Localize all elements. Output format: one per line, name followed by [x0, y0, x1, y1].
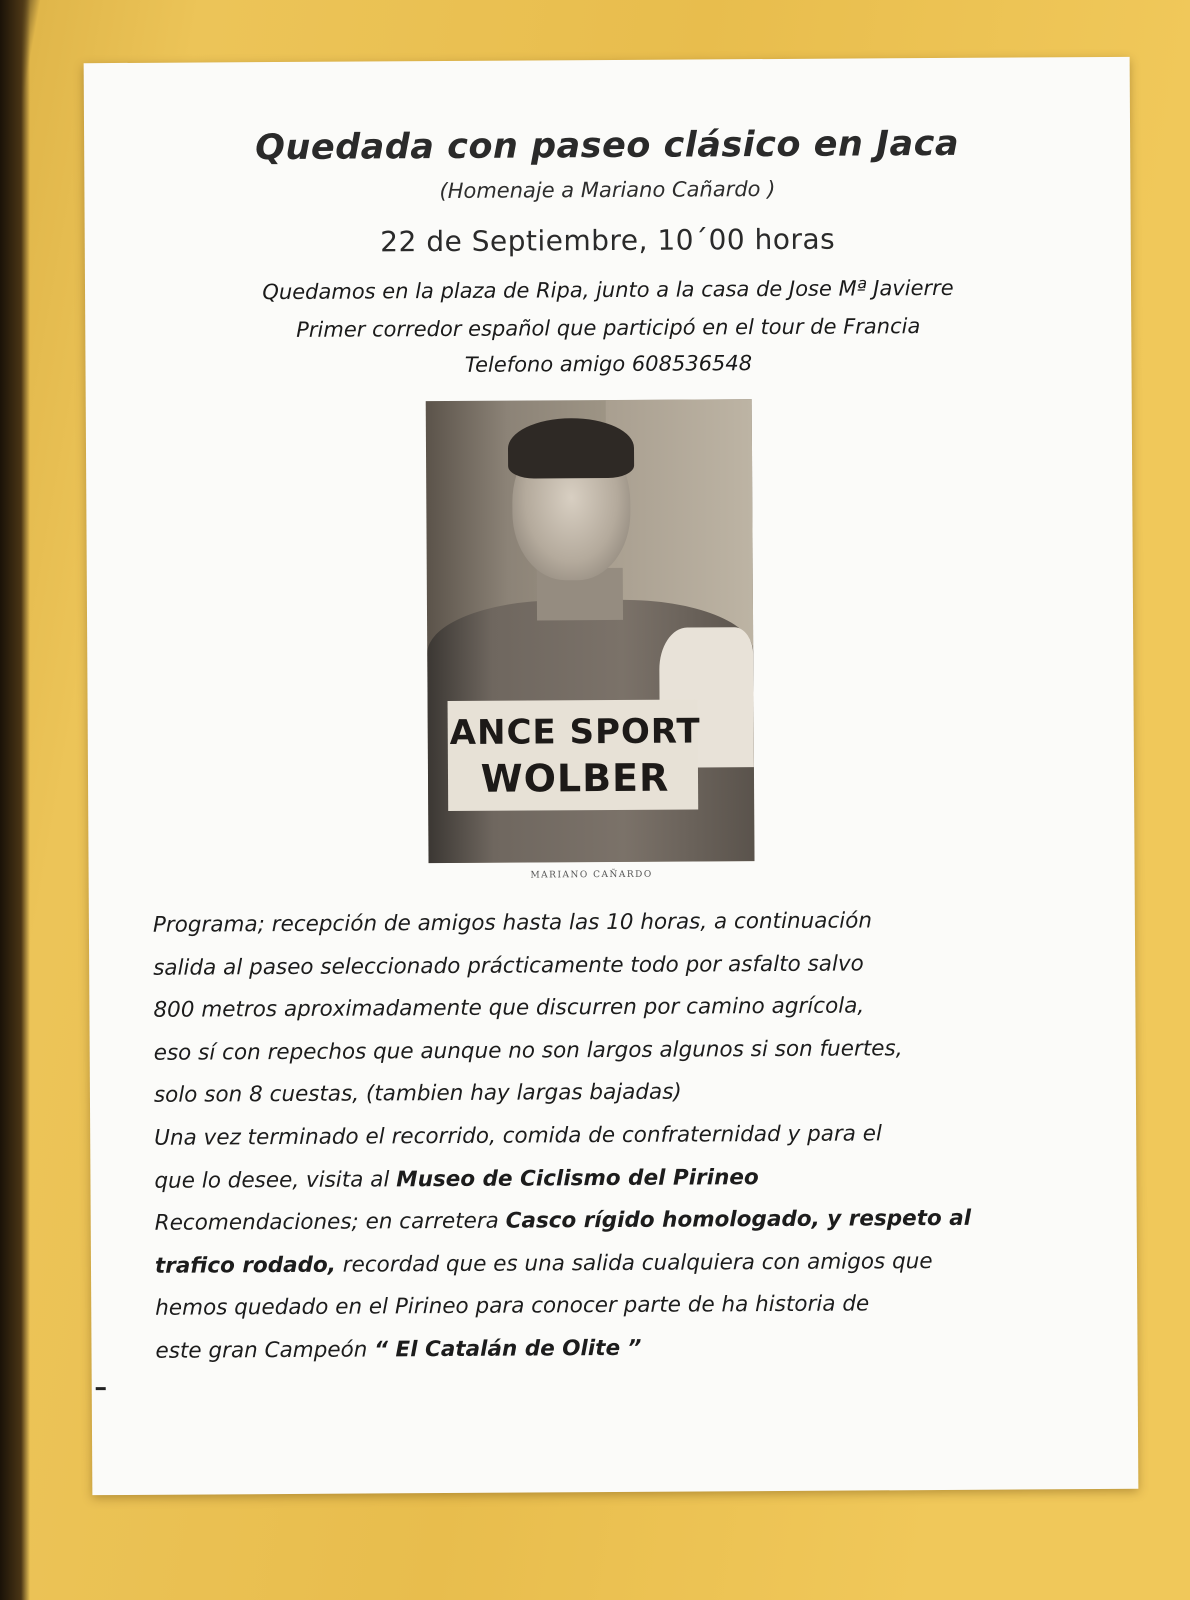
program-line: Programa; recepción de amigos hasta las 10 horas, a continuación: [152, 908, 873, 938]
contact-phone-line: Telefono amigo 608536548: [464, 351, 753, 377]
poster-title: Quedada con paseo clásico en Jaca: [255, 123, 960, 169]
jersey-text-bottom: WOLBER: [480, 755, 670, 801]
program-text-segment: recordad que es una salida cualquiera con amigos que: [335, 1248, 933, 1278]
program-text: [153, 899, 1136, 1374]
poster-sheet: [84, 57, 1139, 1495]
helmet-recommendation: Casco rígido homologado, y respeto al: [505, 1205, 972, 1234]
program-text-segment: este gran Campeón: [155, 1337, 375, 1364]
program-line: salida al paseo seleccionado prácticamente todo por asfalto salvo: [153, 951, 864, 981]
program-line: 800 metros aproximadamente que discurren por camino agrícola,: [153, 993, 865, 1023]
wall-background: [0, 0, 30, 1600]
program-line: eso sí con repechos que aunque no son largos algunos si son fuertes,: [153, 1036, 903, 1066]
traffic-recommendation: trafico rodado,: [154, 1252, 336, 1279]
photo-caption: MARIANO CAÑARDO: [530, 869, 653, 881]
program-line: Una vez terminado el recorrido, comida de confraternidad y para el: [154, 1121, 883, 1151]
event-date-time: 22 de Septiembre, 10´00 horas: [380, 222, 836, 259]
program-line: solo son 8 cuestas, (tambien hay largas bajadas): [153, 1079, 682, 1109]
hair: [508, 418, 634, 479]
rider-description-line: Primer corredor español que participó en el tour de Francia: [296, 314, 921, 342]
champion-nickname: “ El Catalán de Olite ”: [374, 1335, 642, 1363]
program-line: [155, 1197, 1135, 1246]
pen-mark: [96, 1387, 106, 1390]
meeting-point-line: Quedamos en la plaza de Ripa, junto a la casa de Jose Mª Javierre: [262, 275, 954, 305]
program-line: [155, 1325, 1135, 1374]
program-text-segment: que lo desee, visita al: [154, 1166, 397, 1194]
program-line: hemos quedado en el Pirineo para conocer parte de ha historia de: [155, 1291, 870, 1322]
program-line: [154, 1154, 1134, 1203]
jersey-text-top: ANCE SPORT: [449, 711, 701, 753]
cyclist-portrait-photo: [426, 399, 755, 863]
museum-name: Museo de Ciclismo del Pirineo: [396, 1164, 759, 1192]
program-text-segment: Recomendaciones; en carretera: [154, 1208, 506, 1236]
poster-subtitle: (Homenaje a Mariano Cañardo ): [439, 176, 776, 204]
program-line: [155, 1240, 1135, 1289]
